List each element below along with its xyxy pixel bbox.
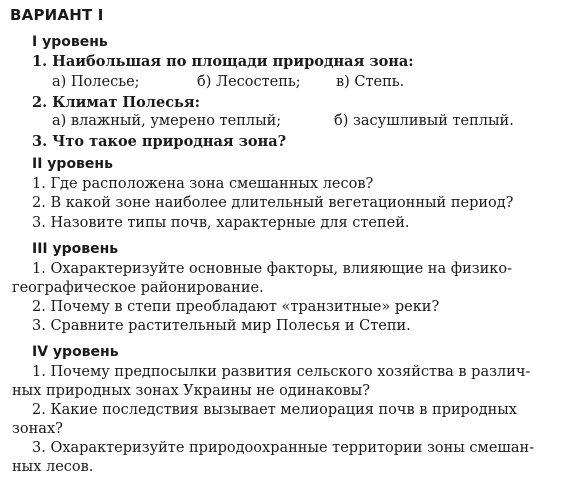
level-2-question-3: 3. Назовите типы почв, характерные для степей. [32,215,410,231]
level-1-q2-option-a: а) влажный, умерено теплый; [52,113,282,129]
variant-title: ВАРИАНТ I [10,6,104,24]
level-4-question-2-line-2: зонах? [12,421,63,437]
level-1-question-3: 3. Что такое природная зона? [32,133,287,150]
level-2-title: II уровень [32,156,113,172]
level-2-question-1: 1. Где расположена зона смешанных лесов? [32,176,374,192]
level-2-question-2: 2. В какой зоне наиболее длительный вегетационный период? [32,195,514,211]
level-4-question-3-line-1: 3. Охарактеризуйте природоохранные территории зоны смешан- [32,440,535,456]
level-1-question-2: 2. Климат Полесья: [32,94,200,111]
level-3-question-1-line-1: 1. Охарактеризуйте основные факторы, влияющие на физико- [32,261,513,277]
level-1-q1-option-a: а) Полесье; [52,74,140,90]
level-1-title: I уровень [32,34,108,50]
level-1-q2-option-b: б) засушливый теплый. [334,113,514,129]
level-4-question-3-line-2: ных лесов. [12,459,94,475]
level-3-question-1-line-2: географическое районирование. [12,280,264,296]
level-3-question-2: 2. Почему в степи преобладают «транзитные» реки? [32,299,440,315]
level-1-q1-option-c: в) Степь. [336,74,405,90]
level-1-q1-option-b: б) Лесостепь; [197,74,301,90]
level-4-question-1-line-1: 1. Почему предпосылки развития сельского хозяйства в различ- [32,364,531,380]
level-4-question-2-line-1: 2. Какие последствия вызывает мелиорация почв в природных [32,402,517,418]
level-3-question-3: 3. Сравните растительный мир Полесья и Степи. [32,318,411,334]
level-4-question-1-line-2: ных природных зонах Украины не одинаковы? [12,383,370,399]
level-4-title: IV уровень [32,344,119,360]
level-3-title: III уровень [32,241,119,257]
level-1-question-1: 1. Наибольшая по площади природная зона: [32,53,414,70]
